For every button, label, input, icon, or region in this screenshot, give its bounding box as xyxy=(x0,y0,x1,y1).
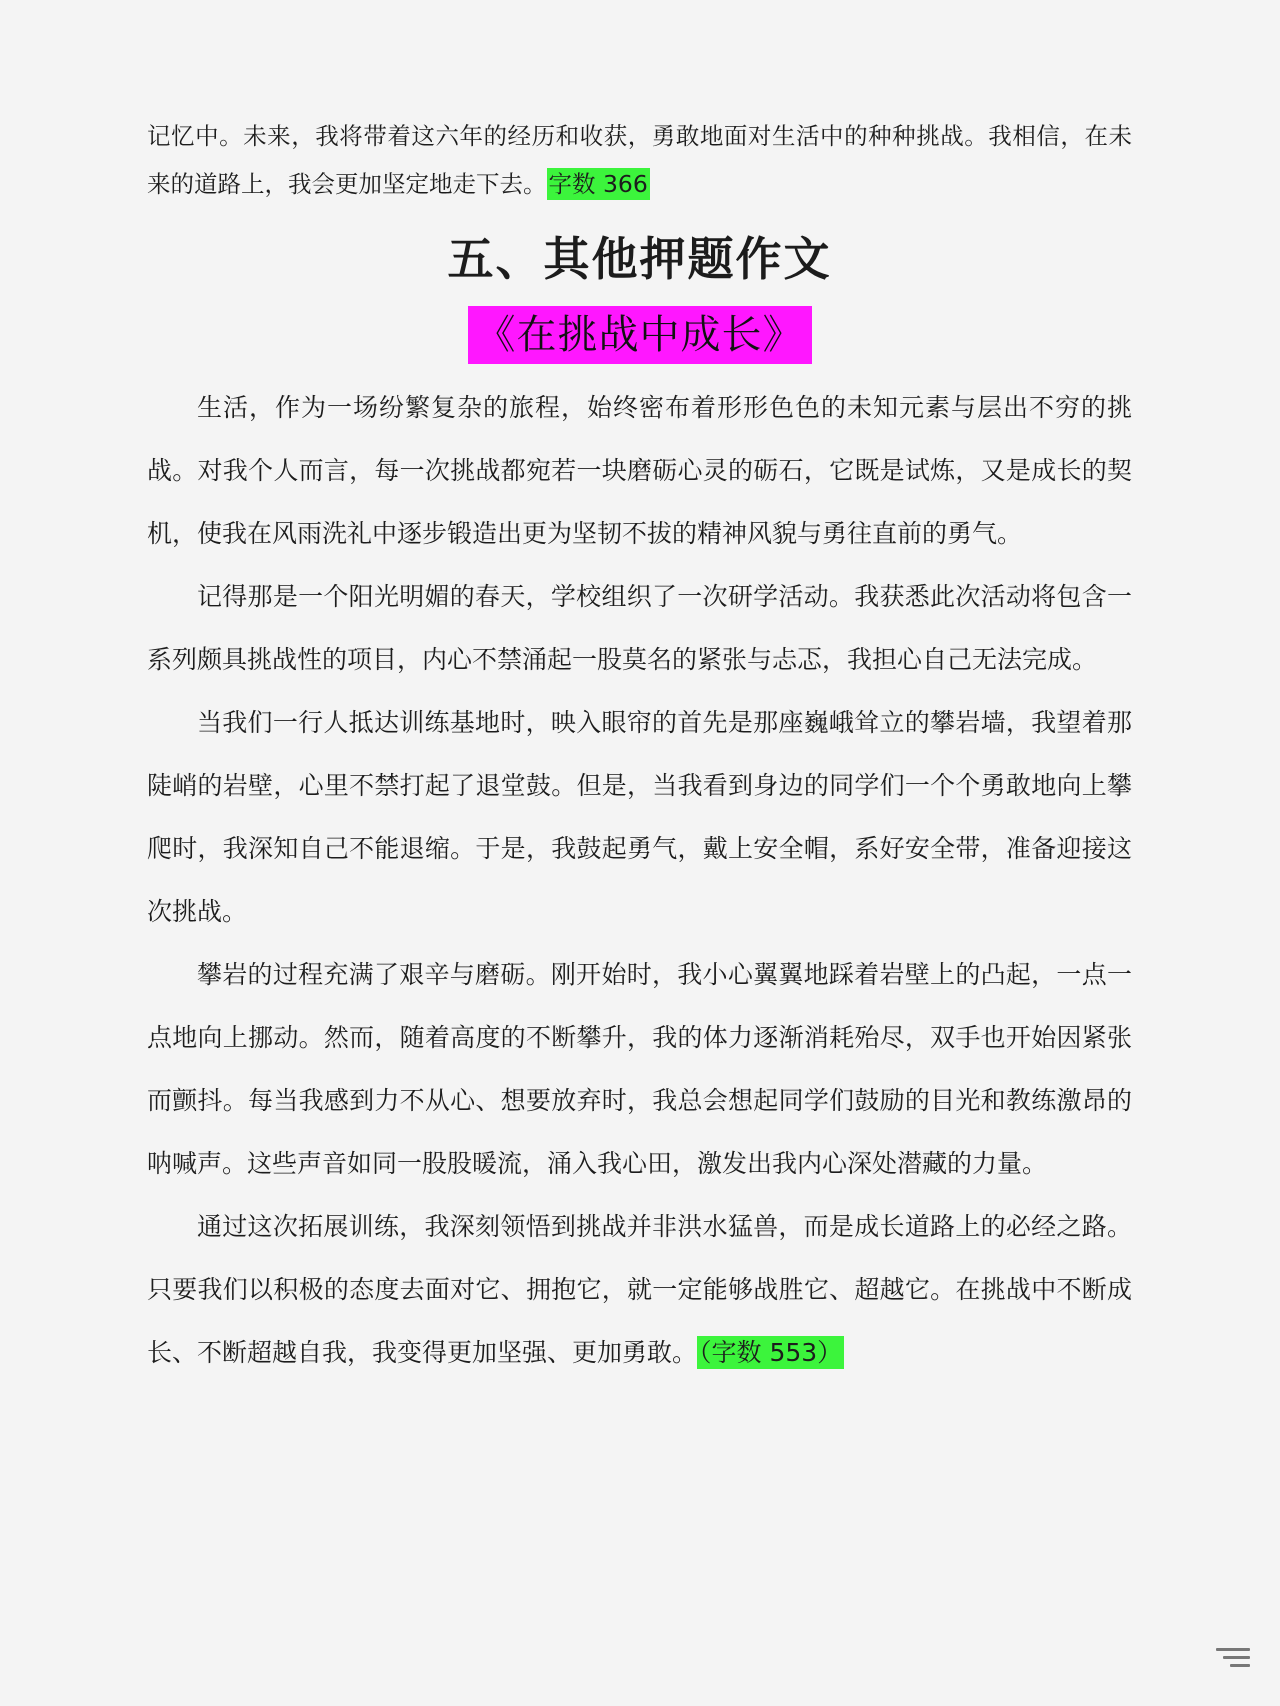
essay-paragraph-3: 当我们一行人抵达训练基地时，映入眼帘的首先是那座巍峨耸立的攀岩墙，我望着那陡峭的岩壁，心里不禁打起了退堂鼓。但是，当我看到身边的同学们一个个勇敢地向上攀爬时，我深知自己不能退缩。于是，我鼓起勇气，戴上安全帽，系好安全带，准备迎接这次挑战。 xyxy=(147,708,1132,926)
document-page xyxy=(147,112,1132,1384)
essay-paragraph-5-text: 通过这次拓展训练，我深刻领悟到挑战并非洪水猛兽，而是成长道路上的必经之路。只要我们以积极的态度去面对它、拥抱它，就一定能够战胜它、超越它。在挑战中不断成长、不断超越自我，我变得更加坚强、更加勇敢。 xyxy=(147,1212,1132,1367)
essay-paragraph-1: 生活，作为一场纷繁复杂的旅程，始终密布着形形色色的未知元素与层出不穷的挑战。对我个人而言，每一次挑战都宛若一块磨砺心灵的砺石，它既是试炼，又是成长的契机，使我在风雨洗礼中逐步锻造出更为坚韧不拔的精神风貌与勇往直前的勇气。 xyxy=(147,393,1132,548)
intro-paragraph xyxy=(147,112,1132,208)
intro-text: 记忆中。未来，我将带着这六年的经历和收获，勇敢地面对生活中的种种挑战。我相信，在未来的道路上，我会更加坚定地走下去。 xyxy=(147,122,1132,198)
menu-icon[interactable] xyxy=(1216,1648,1250,1672)
essay-paragraph-4: 攀岩的过程充满了艰辛与磨砺。刚开始时，我小心翼翼地踩着岩壁上的凸起，一点一点地向上挪动。然而，随着高度的不断攀升，我的体力逐渐消耗殆尽，双手也开始因紧张而颤抖。每当我感到力不从心、想要放弃时，我总会想起同学们鼓励的目光和教练激昂的呐喊声。这些声音如同一股股暖流，涌入我心田，激发出我内心深处潜藏的力量。 xyxy=(147,960,1132,1178)
section-heading: 五、其他押题作文 xyxy=(447,232,832,286)
essay-title-wrapper xyxy=(147,306,1132,364)
menu-icon-line xyxy=(1223,1656,1250,1659)
essay-word-count: （字数 553） xyxy=(699,1338,843,1367)
menu-icon-line xyxy=(1216,1648,1250,1651)
essay-paragraph-5 xyxy=(147,1195,1132,1384)
intro-word-count: 字数 366 xyxy=(548,170,648,198)
menu-icon-line xyxy=(1230,1664,1250,1667)
essay-title: 《在挑战中成长》 xyxy=(468,306,812,364)
essay-paragraph-2: 记得那是一个阳光明媚的春天，学校组织了一次研学活动。我获悉此次活动将包含一系列颇具挑战性的项目，内心不禁涌起一股莫名的紧张与忐忑，我担心自己无法完成。 xyxy=(147,582,1132,674)
